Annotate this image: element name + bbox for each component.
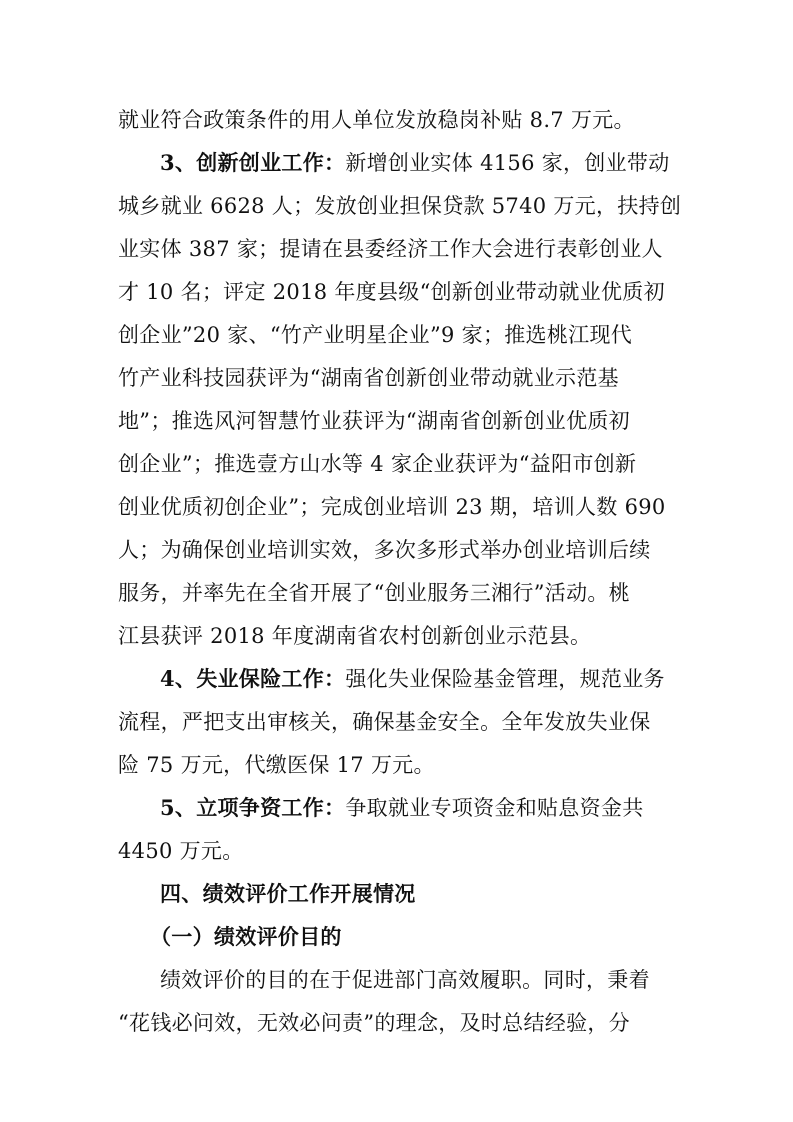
- paragraph-line: 绩效评价的目的在于促进部门高效履职。同时，秉着: [160, 968, 650, 992]
- item-5-text: 争取就业专项资金和贴息资金共: [345, 796, 644, 820]
- item-4-text: 强化失业保险基金管理，规范业务: [345, 667, 665, 691]
- section-heading: 四、绩效评价工作开展情况: [160, 881, 416, 906]
- subsection-heading: （一）绩效评价目的: [150, 924, 342, 949]
- paragraph-line: 业实体 387 家；提请在县委经济工作大会进行表彰创业人: [118, 237, 663, 261]
- paragraph-line: 创业优质初创企业”；完成创业培训 23 期，培训人数 690: [118, 495, 666, 519]
- paragraph-line: 险 75 万元，代缴医保 17 万元。: [118, 753, 435, 777]
- item-4-first-line: [160, 664, 720, 694]
- item-3-heading: 3、创新创业工作：: [160, 150, 346, 175]
- item-5-first-line: [160, 793, 720, 823]
- paragraph-line: 服务，并率先在全省开展了“创业服务三湘行”活动。桃: [118, 581, 630, 605]
- item-4-heading: 4、失业保险工作：: [160, 666, 346, 691]
- paragraph-line: 地”；推选风河智慧竹业获评为“湖南省创新创业优质初: [118, 409, 630, 433]
- item-3-text: 新增创业实体 4156 家，创业带动: [345, 151, 670, 175]
- paragraph-line: 流程，严把支出审核关，确保基金安全。全年发放失业保: [118, 710, 651, 734]
- paragraph-line: 创企业”；推选壹方山水等 4 家企业获评为“益阳市创新: [118, 452, 637, 476]
- paragraph-line: “花钱必问效，无效必问责”的理念，及时总结经验，分: [118, 1011, 630, 1035]
- paragraph-line: 城乡就业 6628 人；发放创业担保贷款 5740 万元，扶持创: [118, 194, 682, 218]
- paragraph-line: 创企业”20 家、“竹产业明星企业”9 家；推选桃江现代: [118, 323, 633, 347]
- item-3-first-line: [160, 148, 720, 178]
- paragraph-line: 江县获评 2018 年度湖南省农村创新创业示范县。: [118, 624, 592, 648]
- paragraph-line: 竹产业科技园获评为“湖南省创新创业带动就业示范基: [118, 366, 619, 390]
- item-5-heading: 5、立项争资工作：: [160, 795, 346, 820]
- paragraph-line: 才 10 名；评定 2018 年度县级“创新创业带动就业优质初: [118, 280, 665, 304]
- paragraph-line: 人；为确保创业培训实效，多次多形式举办创业培训后续: [118, 538, 651, 562]
- paragraph-line: 4450 万元。: [118, 839, 244, 863]
- paragraph-line: 就业符合政策条件的用人单位发放稳岗补贴 8.7 万元。: [118, 108, 635, 132]
